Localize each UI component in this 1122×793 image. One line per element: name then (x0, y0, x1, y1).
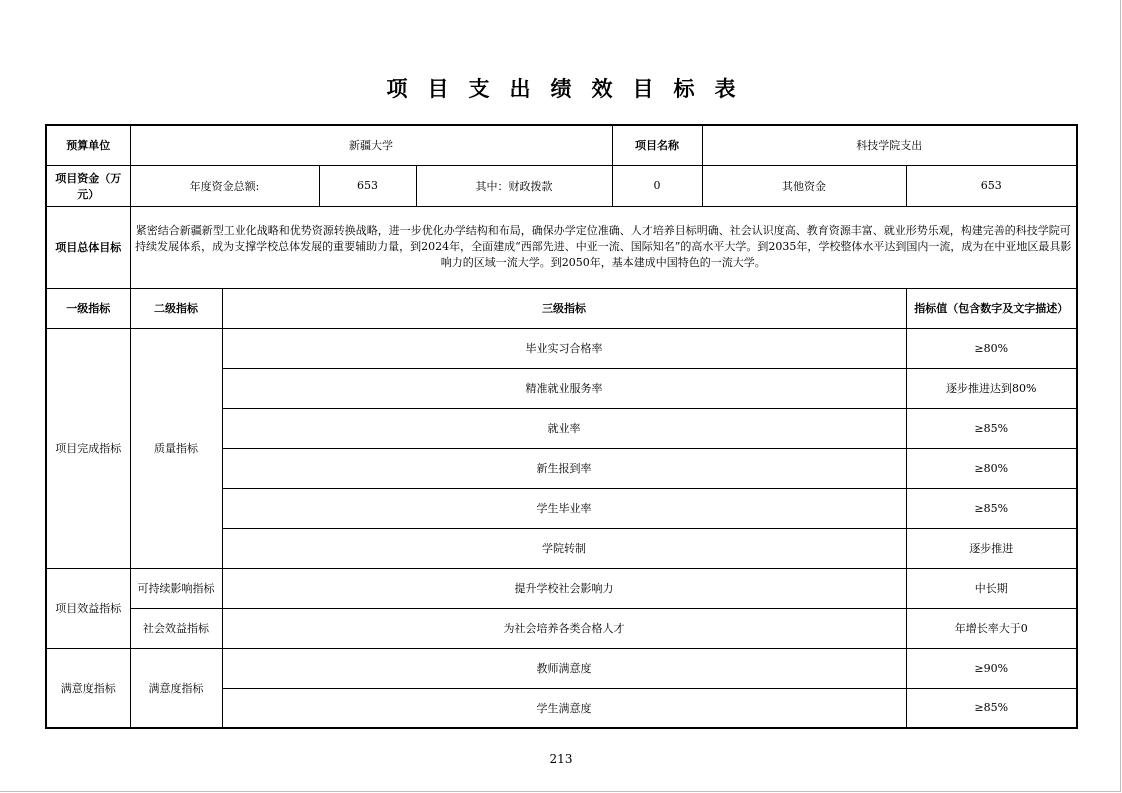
value-cell: 逐步推进达到80% (906, 368, 1077, 408)
level2-cell: 社会效益指标 (130, 608, 222, 648)
level2-cell: 可持续影响指标 (130, 568, 222, 608)
funds-label: 项目资金（万元） (46, 165, 130, 206)
level3-cell: 学生毕业率 (222, 488, 906, 528)
table-row (46, 125, 1077, 165)
page-number: 213 (549, 752, 573, 766)
table-row (46, 165, 1077, 206)
level3-cell: 新生报到率 (222, 448, 906, 488)
value-cell: ≥80% (906, 328, 1077, 368)
project-name-label: 项目名称 (612, 125, 702, 165)
level3-cell: 提升学校社会影响力 (222, 568, 906, 608)
level3-cell: 毕业实习合格率 (222, 328, 906, 368)
value-cell: ≥85% (906, 408, 1077, 448)
header-level3: 三级指标 (222, 288, 906, 328)
level3-cell: 精准就业服务率 (222, 368, 906, 408)
other-funds-label: 其他资金 (702, 165, 906, 206)
level3-cell: 为社会培养各类合格人才 (222, 608, 906, 648)
table-row (46, 328, 1077, 368)
header-level2: 二级指标 (130, 288, 222, 328)
header-level1: 一级指标 (46, 288, 130, 328)
value-cell: 中长期 (906, 568, 1077, 608)
goal-label: 项目总体目标 (46, 206, 130, 288)
table-row (46, 206, 1077, 288)
level1-cell: 项目完成指标 (46, 328, 130, 568)
value-cell: ≥85% (906, 488, 1077, 528)
performance-table (45, 124, 1078, 729)
other-funds-value: 653 (906, 165, 1077, 206)
value-cell: 年增长率大于0 (906, 608, 1077, 648)
table-row (46, 608, 1077, 648)
fiscal-funds-label: 其中：财政拨款 (416, 165, 612, 206)
value-cell: ≥80% (906, 448, 1077, 488)
level2-cell: 满意度指标 (130, 648, 222, 728)
budget-unit-value: 新疆大学 (130, 125, 612, 165)
project-name-value: 科技学院支出 (702, 125, 1077, 165)
level3-cell: 学院转制 (222, 528, 906, 568)
header-value: 指标值（包含数字及文字描述） (906, 288, 1077, 328)
level1-cell: 项目效益指标 (46, 568, 130, 648)
level1-cell: 满意度指标 (46, 648, 130, 728)
value-cell: 逐步推进 (906, 528, 1077, 568)
page-title: 项目支出绩效目标表 (386, 77, 756, 101)
budget-unit-label: 预算单位 (46, 125, 130, 165)
level3-cell: 学生满意度 (222, 688, 906, 728)
level3-cell: 教师满意度 (222, 648, 906, 688)
value-cell: ≥90% (906, 648, 1077, 688)
table-row (46, 568, 1077, 608)
goal-text: 紧密结合新疆新型工业化战略和优势资源转换战略，进一步优化办学结构和布局，确保办学定位准确、人才培养目标明确、社会认识度高、教育资源丰富、就业形势乐观，构建完善的科技学院可持续发展体系，成为支撑学校总体发展的重要辅助力量，到2024年，全面建成“西部先进、中亚一流、国际知名”的高水平大学。到2035年，学校整体水平达到国内一流，成为在中亚地区最具影响力的区域一流大学。到2050年，基本建成中国特色的一流大学。 (130, 206, 1077, 288)
total-funds-label: 年度资金总额: (130, 165, 319, 206)
fiscal-funds-value: 0 (612, 165, 702, 206)
level3-cell: 就业率 (222, 408, 906, 448)
level2-cell: 质量指标 (130, 328, 222, 568)
table-row (46, 648, 1077, 688)
total-funds-value: 653 (319, 165, 416, 206)
value-cell: ≥85% (906, 688, 1077, 728)
table-header-row (46, 288, 1077, 328)
